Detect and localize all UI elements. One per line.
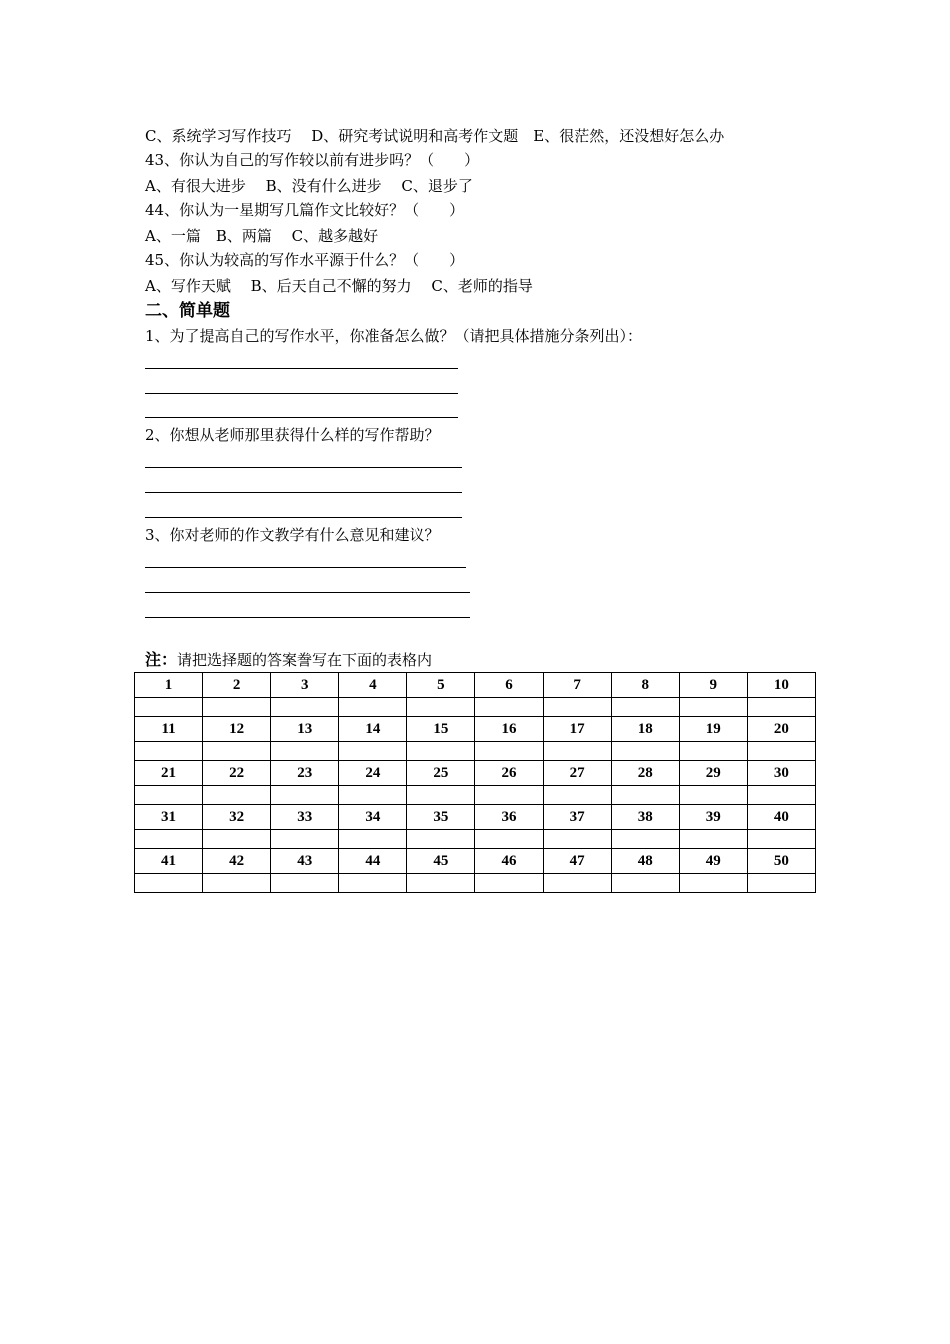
grid-question-number: 28 xyxy=(611,761,679,786)
grid-question-number: 15 xyxy=(407,717,475,742)
grid-answer-cell[interactable] xyxy=(339,698,407,717)
grid-answer-cell[interactable] xyxy=(747,742,815,761)
grid-answer-row xyxy=(135,830,816,849)
grid-answer-cell[interactable] xyxy=(135,742,203,761)
grid-question-number: 35 xyxy=(407,805,475,830)
grid-answer-row xyxy=(135,874,816,893)
grid-question-number: 47 xyxy=(543,849,611,874)
question-44: 44、你认为一星期写几篇作文比较好？（ ） xyxy=(145,201,465,219)
grid-answer-cell[interactable] xyxy=(475,830,543,849)
grid-question-number: 25 xyxy=(407,761,475,786)
grid-question-number: 10 xyxy=(747,673,815,698)
grid-answer-cell[interactable] xyxy=(339,786,407,805)
grid-answer-cell[interactable] xyxy=(271,698,339,717)
grid-answer-cell[interactable] xyxy=(679,698,747,717)
grid-answer-cell[interactable] xyxy=(611,830,679,849)
grid-question-number: 36 xyxy=(475,805,543,830)
grid-question-number: 19 xyxy=(679,717,747,742)
grid-answer-cell[interactable] xyxy=(475,786,543,805)
grid-question-number: 40 xyxy=(747,805,815,830)
short-answer-question-2: 2、你想从老师那里获得什么样的写作帮助？ xyxy=(145,426,440,444)
grid-question-number: 30 xyxy=(747,761,815,786)
grid-answer-cell[interactable] xyxy=(203,698,271,717)
grid-answer-cell[interactable] xyxy=(407,698,475,717)
grid-answer-cell[interactable] xyxy=(475,874,543,893)
grid-answer-cell[interactable] xyxy=(271,874,339,893)
grid-answer-cell[interactable] xyxy=(747,786,815,805)
grid-answer-cell[interactable] xyxy=(407,830,475,849)
grid-answer-cell[interactable] xyxy=(611,874,679,893)
grid-question-number: 49 xyxy=(679,849,747,874)
answer-line[interactable] xyxy=(145,467,462,468)
grid-question-number: 44 xyxy=(339,849,407,874)
grid-answer-cell[interactable] xyxy=(407,742,475,761)
grid-answer-cell[interactable] xyxy=(543,874,611,893)
grid-answer-cell[interactable] xyxy=(203,830,271,849)
grid-question-number: 24 xyxy=(339,761,407,786)
grid-question-number: 48 xyxy=(611,849,679,874)
question-45-options: A、写作天赋 B、后天自己不懈的努力 C、老师的指导 xyxy=(145,277,533,295)
grid-question-number: 46 xyxy=(475,849,543,874)
grid-answer-cell[interactable] xyxy=(543,830,611,849)
grid-answer-cell[interactable] xyxy=(203,742,271,761)
grid-question-number: 27 xyxy=(543,761,611,786)
grid-question-number: 21 xyxy=(135,761,203,786)
question-45: 45、你认为较高的写作水平源于什么？（ ） xyxy=(145,251,465,269)
grid-question-number: 37 xyxy=(543,805,611,830)
grid-question-number: 22 xyxy=(203,761,271,786)
grid-question-number: 14 xyxy=(339,717,407,742)
question-43: 43、你认为自己的写作较以前有进步吗？（ ） xyxy=(145,151,480,169)
grid-question-number: 6 xyxy=(475,673,543,698)
grid-answer-cell[interactable] xyxy=(611,698,679,717)
grid-question-number: 9 xyxy=(679,673,747,698)
grid-answer-cell[interactable] xyxy=(271,830,339,849)
grid-question-number: 20 xyxy=(747,717,815,742)
note-text: 请把选择题的答案誊写在下面的表格内 xyxy=(177,651,433,669)
grid-question-number: 50 xyxy=(747,849,815,874)
grid-answer-cell[interactable] xyxy=(543,742,611,761)
grid-question-number: 43 xyxy=(271,849,339,874)
grid-answer-cell[interactable] xyxy=(611,742,679,761)
grid-question-number: 32 xyxy=(203,805,271,830)
grid-answer-cell[interactable] xyxy=(679,786,747,805)
grid-question-number: 8 xyxy=(611,673,679,698)
grid-question-number: 4 xyxy=(339,673,407,698)
grid-question-number: 31 xyxy=(135,805,203,830)
grid-question-number: 34 xyxy=(339,805,407,830)
grid-question-number: 2 xyxy=(203,673,271,698)
grid-answer-cell[interactable] xyxy=(679,742,747,761)
grid-question-number: 3 xyxy=(271,673,339,698)
grid-answer-cell[interactable] xyxy=(747,698,815,717)
note xyxy=(145,650,432,670)
grid-question-number: 39 xyxy=(679,805,747,830)
grid-question-number: 11 xyxy=(135,717,203,742)
answer-line[interactable] xyxy=(145,592,470,593)
answer-line[interactable] xyxy=(145,567,466,568)
grid-number-row xyxy=(135,849,816,874)
grid-answer-cell[interactable] xyxy=(135,786,203,805)
grid-question-number: 42 xyxy=(203,849,271,874)
grid-question-number: 26 xyxy=(475,761,543,786)
question-43-options: A、有很大进步 B、没有什么进步 C、退步了 xyxy=(145,177,473,195)
grid-question-number: 45 xyxy=(407,849,475,874)
grid-question-number: 16 xyxy=(475,717,543,742)
choice-options-c-d-e: C、系统学习写作技巧 D、研究考试说明和高考作文题 E、很茫然，还没想好怎么办 xyxy=(145,127,725,145)
grid-question-number: 13 xyxy=(271,717,339,742)
section-heading-short-answer: 二、简单题 xyxy=(145,301,230,321)
grid-question-number: 18 xyxy=(611,717,679,742)
grid-answer-cell[interactable] xyxy=(679,830,747,849)
grid-answer-cell[interactable] xyxy=(271,786,339,805)
grid-answer-cell[interactable] xyxy=(135,830,203,849)
grid-answer-cell[interactable] xyxy=(543,786,611,805)
grid-question-number: 17 xyxy=(543,717,611,742)
grid-answer-cell[interactable] xyxy=(747,830,815,849)
grid-answer-cell[interactable] xyxy=(271,742,339,761)
grid-number-row xyxy=(135,805,816,830)
grid-question-number: 7 xyxy=(543,673,611,698)
question-44-options: A、一篇 B、两篇 C、越多越好 xyxy=(145,227,379,245)
grid-number-row xyxy=(135,717,816,742)
grid-question-number: 41 xyxy=(135,849,203,874)
answer-line[interactable] xyxy=(145,393,458,394)
grid-answer-cell[interactable] xyxy=(679,874,747,893)
grid-answer-cell[interactable] xyxy=(407,786,475,805)
grid-answer-cell[interactable] xyxy=(339,742,407,761)
grid-answer-row xyxy=(135,742,816,761)
grid-answer-cell[interactable] xyxy=(135,874,203,893)
grid-question-number: 33 xyxy=(271,805,339,830)
grid-answer-cell[interactable] xyxy=(475,742,543,761)
grid-answer-cell[interactable] xyxy=(747,874,815,893)
grid-answer-cell[interactable] xyxy=(543,698,611,717)
grid-question-number: 5 xyxy=(407,673,475,698)
answer-line[interactable] xyxy=(145,517,462,518)
answer-line[interactable] xyxy=(145,617,470,618)
grid-question-number: 38 xyxy=(611,805,679,830)
grid-answer-cell[interactable] xyxy=(203,786,271,805)
grid-answer-cell[interactable] xyxy=(203,874,271,893)
answer-line[interactable] xyxy=(145,417,458,418)
answer-grid xyxy=(134,672,816,893)
grid-question-number: 29 xyxy=(679,761,747,786)
grid-answer-row xyxy=(135,786,816,805)
grid-answer-cell[interactable] xyxy=(339,830,407,849)
grid-answer-cell[interactable] xyxy=(135,698,203,717)
grid-answer-cell[interactable] xyxy=(475,698,543,717)
grid-number-row xyxy=(135,761,816,786)
short-answer-question-3: 3、你对老师的作文教学有什么意见和建议？ xyxy=(145,526,440,544)
grid-number-row xyxy=(135,673,816,698)
grid-question-number: 12 xyxy=(203,717,271,742)
grid-question-number: 23 xyxy=(271,761,339,786)
grid-answer-cell[interactable] xyxy=(611,786,679,805)
short-answer-question-1: 1、为了提高自己的写作水平，你准备怎么做？（请把具体措施分条列出）： xyxy=(145,327,643,345)
grid-answer-row xyxy=(135,698,816,717)
grid-answer-cell[interactable] xyxy=(339,874,407,893)
answer-line[interactable] xyxy=(145,492,462,493)
answer-line[interactable] xyxy=(145,368,458,369)
note-label: 注： xyxy=(145,650,178,669)
grid-question-number: 1 xyxy=(135,673,203,698)
grid-answer-cell[interactable] xyxy=(407,874,475,893)
